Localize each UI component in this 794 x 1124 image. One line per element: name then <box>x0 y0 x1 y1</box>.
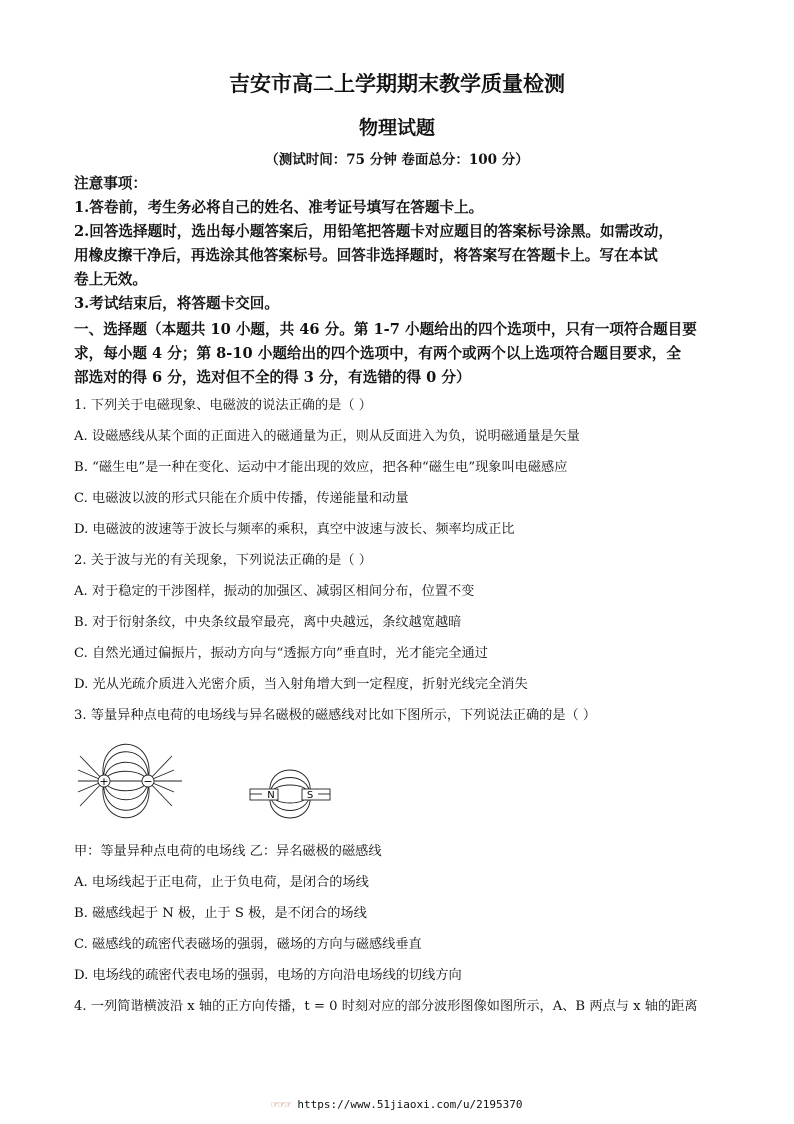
q3-option-b: B. 磁感线起于 N 极，止于 S 极，是不闭合的场线 <box>74 906 367 921</box>
q2-option-c: C. 自然光通过偏振片，振动方向与“透振方向”垂直时，光才能完全通过 <box>74 646 488 661</box>
q4-stem: 4. 一列简谐横波沿 x 轴的正方向传播，t = 0 时刻对应的部分波形图像如图所示，A、B 两点与 x 轴的距离 <box>74 999 698 1014</box>
footer-url[interactable]: https://www.51jiaoxi.com/u/2195370 <box>297 1098 523 1111</box>
section-heading-3: 部选对的得 6 分，选对但不全的得 3 分，有选错的得 0 分） <box>74 369 471 386</box>
plus-sign: + <box>99 775 109 788</box>
field-line <box>104 781 148 791</box>
q1-stem: 1. 下列关于电磁现象、电磁波的说法正确的是（ ） <box>74 398 372 413</box>
q3-option-c: C. 磁感线的疏密代表磁场的强弱，磁场的方向与磁感线垂直 <box>74 937 422 952</box>
q2-option-d: D. 光从光疏介质进入光密介质，当入射角增大到一定程度，折射光线完全消失 <box>74 677 528 692</box>
q3-option-a: A. 电场线起于正电荷，止于负电荷，是闭合的场线 <box>74 875 369 890</box>
notice-line-2b: 用橡皮擦干净后，再选涂其他答案标号。回答非选择题时，将答案写在答题卡上。写在本试 <box>74 247 658 264</box>
q2-stem: 2. 关于波与光的有关现象，下列说法正确的是（ ） <box>74 553 372 568</box>
q1-option-b: B. “磁生电”是一种在变化、运动中才能出现的效应，把各种“磁生电”现象叫电磁感应 <box>74 460 568 475</box>
q2-option-a: A. 对于稳定的干涉图样，振动的加强区、减弱区相间分布，位置不变 <box>74 584 475 599</box>
q3-stem: 3. 等量异种点电荷的电场线与异名磁极的磁感线对比如下图所示，下列说法正确的是（ ） <box>74 708 597 723</box>
section-heading-2: 求，每小题 4 分；第 8-10 小题给出的四个选项中，有两个或两个以上选项符合题目要求，全 <box>74 345 681 362</box>
field-line <box>104 752 148 781</box>
notice-heading: 注意事项： <box>74 175 147 192</box>
magnetic-field-diagram <box>250 770 330 818</box>
field-line <box>104 781 148 810</box>
site-logo-icon: ☞☞☞ <box>271 1098 292 1111</box>
page-title: 吉安市高二上学期期末教学质量检测 <box>229 71 565 96</box>
q3-caption: 甲：等量异种点电荷的电场线 乙：异名磁极的磁感线 <box>74 844 382 859</box>
field-line <box>104 771 148 781</box>
notice-line-1: 1.答卷前，考生务必将自己的姓名、准考证号填写在答题卡上。 <box>74 199 484 216</box>
q2-option-b: B. 对于衍射条纹，中央条纹最窄最亮，离中央越远，条纹越宽越暗 <box>74 615 462 630</box>
electric-field-diagram <box>78 744 182 818</box>
field-lines-figure <box>74 732 354 827</box>
q1-option-a: A. 设磁感线从某个面的正面进入的磁通量为正，则从反面进入为负，说明磁通量是矢量 <box>74 429 580 444</box>
n-pole-label: N <box>267 790 275 801</box>
notice-line-2a: 2.回答选择题时，选出每小题答案后，用铅笔把答题卡对应题目的答案标号涂黑。如需改动， <box>74 223 673 240</box>
section-heading-1: 一、选择题（本题共 10 小题，共 46 分。第 1-7 小题给出的四个选项中，只有一项符合题目要 <box>74 321 697 338</box>
notice-line-3: 3.考试结束后，将答题卡交回。 <box>74 295 279 312</box>
minus-sign: − <box>143 775 153 788</box>
q1-option-d: D. 电磁波的波速等于波长与频率的乘积，真空中波速与波长、频率均成正比 <box>74 522 515 537</box>
s-pole-label: S <box>306 790 314 801</box>
q1-option-c: C. 电磁波以波的形式只能在介质中传播，传递能量和动量 <box>74 491 409 506</box>
footer <box>0 1098 794 1111</box>
q3-option-d: D. 电场线的疏密代表电场的强弱，电场的方向沿电场线的切线方向 <box>74 968 462 983</box>
exam-info: （测试时间：75 分钟 卷面总分：100 分） <box>265 152 529 168</box>
page-subtitle: 物理试题 <box>358 117 435 139</box>
notice-line-2c: 卷上无效。 <box>74 271 147 288</box>
